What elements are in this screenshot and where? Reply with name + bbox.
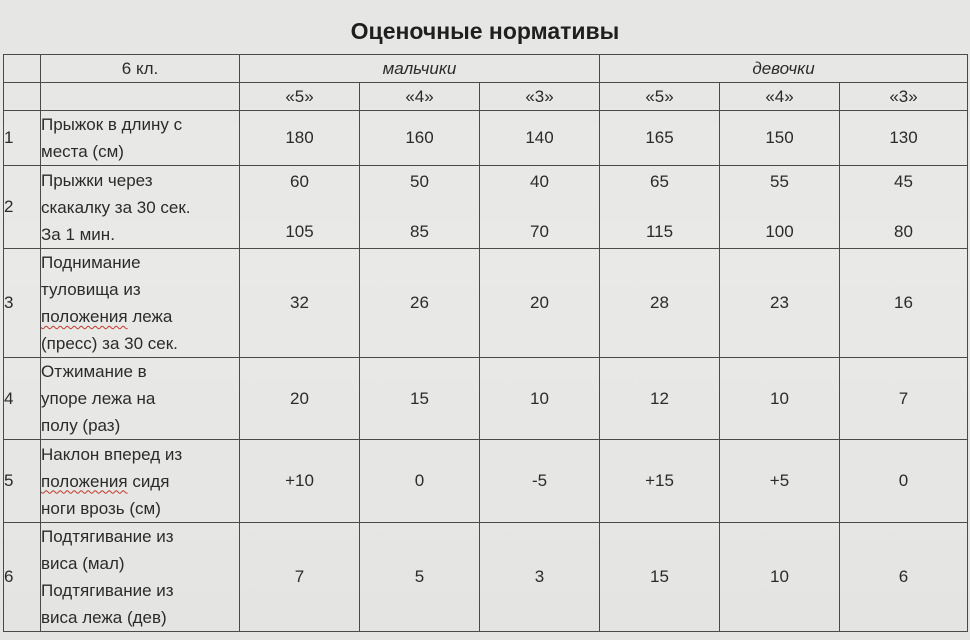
header-empty-cell <box>4 83 41 111</box>
header-row-groups <box>4 55 968 83</box>
value-cell: 12 <box>600 358 720 440</box>
mark-boys-5: «5» <box>240 83 360 111</box>
value-cell: 160 <box>360 111 480 166</box>
page-title: Оценочные нормативы <box>350 18 620 44</box>
table-row <box>4 249 968 358</box>
table-row <box>4 111 968 166</box>
row-number: 2 <box>4 166 41 249</box>
value-cell: 0 <box>360 440 480 523</box>
value-cell: 50 85 <box>360 166 480 249</box>
exercise-name: Прыжок в длину с места (см) <box>41 111 240 166</box>
value-cell: 165 <box>600 111 720 166</box>
exercise-name: Прыжки через скакалку за 30 сек. За 1 мин. <box>41 166 240 249</box>
value-cell: 10 <box>720 523 840 632</box>
value-cell: 20 <box>240 358 360 440</box>
value-cell: 7 <box>240 523 360 632</box>
value-cell: 28 <box>600 249 720 358</box>
value-cell: 10 <box>720 358 840 440</box>
value-cell: 15 <box>360 358 480 440</box>
value-cell: 180 <box>240 111 360 166</box>
value-cell: 32 <box>240 249 360 358</box>
value-cell: 45 80 <box>840 166 968 249</box>
value-cell: 5 <box>360 523 480 632</box>
value-cell: 55 100 <box>720 166 840 249</box>
mark-boys-4: «4» <box>360 83 480 111</box>
row-number: 4 <box>4 358 41 440</box>
value-cell: +10 <box>240 440 360 523</box>
value-cell: 26 <box>360 249 480 358</box>
value-cell: +15 <box>600 440 720 523</box>
row-number: 6 <box>4 523 41 632</box>
row-number: 1 <box>4 111 41 166</box>
boys-header: мальчики <box>240 55 600 83</box>
value-cell: 10 <box>480 358 600 440</box>
value-cell: 150 <box>720 111 840 166</box>
girls-header: девочки <box>600 55 968 83</box>
table-row <box>4 358 968 440</box>
exercise-name: Наклон вперед из положения сидя ноги врозь (см) <box>41 440 240 523</box>
value-cell: 60 105 <box>240 166 360 249</box>
table-row <box>4 166 968 249</box>
norms-table <box>3 54 968 632</box>
value-cell: +5 <box>720 440 840 523</box>
value-cell: 3 <box>480 523 600 632</box>
header-empty-cell <box>41 83 240 111</box>
value-cell: 65 115 <box>600 166 720 249</box>
row-number: 3 <box>4 249 41 358</box>
value-cell: 130 <box>840 111 968 166</box>
exercise-name: Подтягивание из виса (мал) Подтягивание из виса лежа (дев) <box>41 523 240 632</box>
row-number: 5 <box>4 440 41 523</box>
value-cell: -5 <box>480 440 600 523</box>
exercise-name: Поднимание туловища из положения лежа (пресс) за 30 сек. <box>41 249 240 358</box>
exercise-name: Отжимание в упоре лежа на полу (раз) <box>41 358 240 440</box>
value-cell: 23 <box>720 249 840 358</box>
grade-label: 6 кл. <box>41 55 240 83</box>
value-cell: 15 <box>600 523 720 632</box>
mark-girls-5: «5» <box>600 83 720 111</box>
header-row-marks <box>4 83 968 111</box>
value-cell: 20 <box>480 249 600 358</box>
mark-boys-3: «3» <box>480 83 600 111</box>
value-cell: 7 <box>840 358 968 440</box>
value-cell: 40 70 <box>480 166 600 249</box>
value-cell: 0 <box>840 440 968 523</box>
value-cell: 140 <box>480 111 600 166</box>
table-row <box>4 523 968 632</box>
mark-girls-4: «4» <box>720 83 840 111</box>
value-cell: 16 <box>840 249 968 358</box>
header-empty-cell <box>4 55 41 83</box>
table-row <box>4 440 968 523</box>
mark-girls-3: «3» <box>840 83 968 111</box>
value-cell: 6 <box>840 523 968 632</box>
